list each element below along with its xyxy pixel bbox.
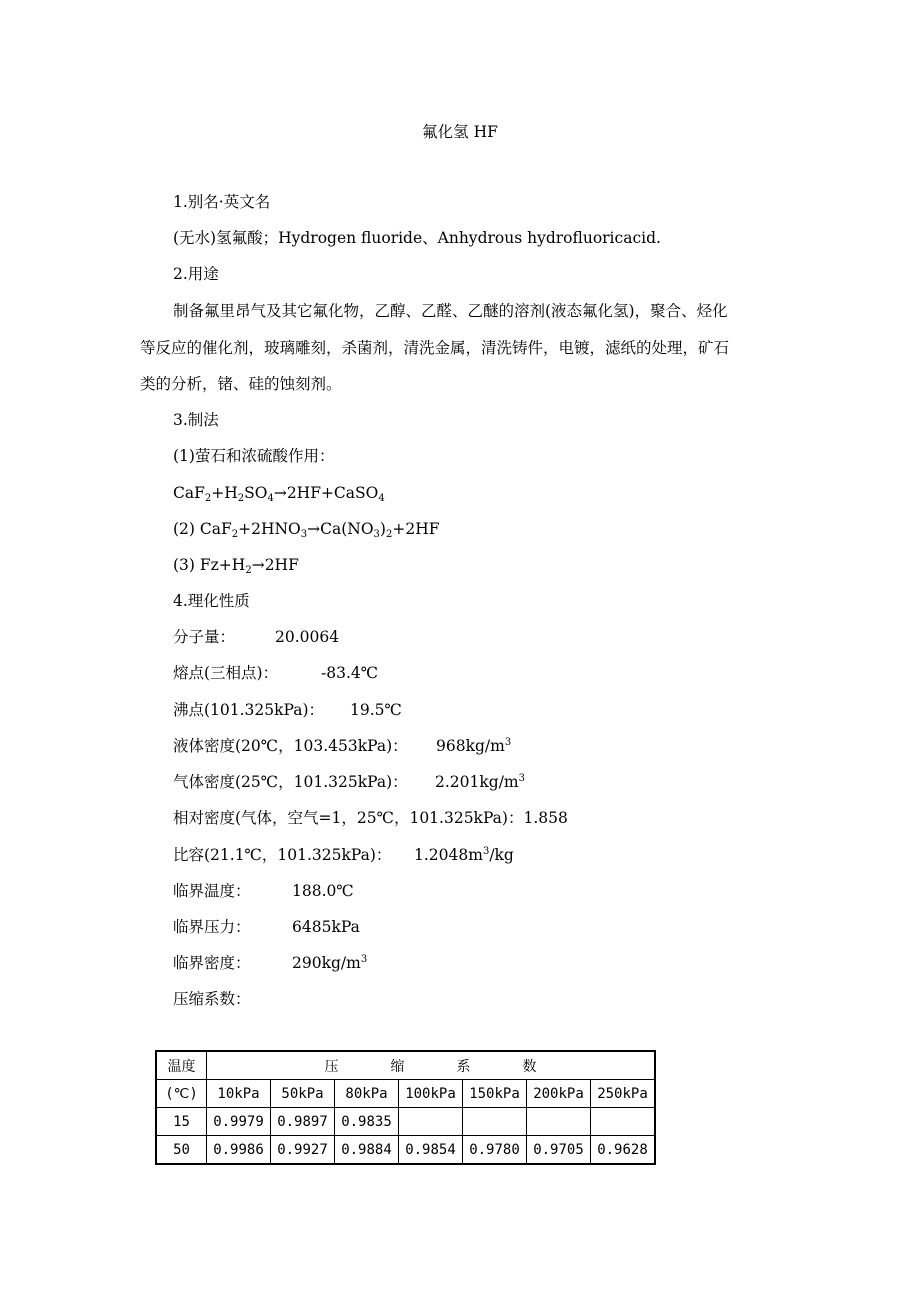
table-cell: 0.9927 bbox=[271, 1136, 335, 1165]
column-header: 80kPa bbox=[335, 1080, 399, 1108]
eq2-part: CaF bbox=[199, 520, 232, 538]
alias-text: (无水)氢氟酸；Hydrogen fluoride、Anhydrous hydrofluoricacid. bbox=[173, 229, 661, 247]
prop-label: 液体密度(20℃，103.453kPa)： bbox=[173, 737, 408, 755]
compressibility-table bbox=[155, 1050, 656, 1165]
table-row bbox=[156, 1108, 655, 1136]
table-cell: 0.9835 bbox=[335, 1108, 399, 1136]
table-cell bbox=[463, 1108, 527, 1136]
eq2-prefix: (2) bbox=[173, 520, 200, 538]
eq1-sub: 4 bbox=[267, 493, 274, 504]
table-header-row bbox=[156, 1051, 655, 1080]
eq3-prefix: (3) bbox=[173, 556, 200, 574]
column-header: 50kPa bbox=[271, 1080, 335, 1108]
prop-compressibility-label: 压缩系数： bbox=[173, 990, 251, 1008]
prop-value bbox=[414, 845, 514, 865]
eq1-sub: 4 bbox=[378, 493, 385, 504]
use-line-1: 制备氟里昂气及其它氟化物，乙醇、乙醛、乙醚的溶剂(液态氟化氢)，聚合、烃化 bbox=[173, 302, 728, 320]
temp-header-1: 温度 bbox=[156, 1051, 207, 1080]
prop-molecular-weight bbox=[173, 627, 235, 647]
eq2-part: +2HF bbox=[392, 520, 440, 538]
prop-value bbox=[292, 953, 367, 973]
prop-sup: 3 bbox=[360, 954, 368, 965]
eq2-part: ) bbox=[379, 520, 386, 538]
table-cell bbox=[591, 1108, 656, 1136]
prop-value bbox=[436, 736, 511, 756]
table-cell: 0.9979 bbox=[207, 1108, 271, 1136]
alias-heading: 1.别名·英文名 bbox=[173, 193, 271, 211]
prop-label: 熔点(三相点)： bbox=[173, 664, 279, 682]
table-cell: 0.9854 bbox=[399, 1136, 463, 1165]
prop-sup: 3 bbox=[518, 773, 525, 784]
prop-critical-temp bbox=[173, 881, 251, 901]
prop-unit: /kg bbox=[489, 846, 514, 864]
table-cell: 0.9884 bbox=[335, 1136, 399, 1165]
equation-1 bbox=[173, 483, 385, 503]
prop-critical-density bbox=[173, 953, 251, 973]
eq2-sub: 2 bbox=[231, 529, 239, 540]
table-cell: 0.9628 bbox=[591, 1136, 656, 1165]
eq3-part: Fz+H bbox=[199, 556, 246, 574]
column-header: 100kPa bbox=[399, 1080, 463, 1108]
table-row bbox=[156, 1136, 655, 1165]
eq1-sub: 2 bbox=[237, 493, 245, 504]
table-header-row bbox=[156, 1080, 655, 1108]
prop-label: 比容(21.1℃，101.325kPa)： bbox=[173, 846, 392, 864]
prop-value: 20.0064 bbox=[275, 628, 340, 646]
prop-value: 1.858 bbox=[523, 809, 568, 827]
prop-value-text: 968kg/m bbox=[436, 737, 505, 755]
eq1-part: →2HF+CaSO bbox=[273, 484, 379, 502]
page-title: 氟化氢 HF bbox=[422, 123, 498, 141]
prop-value-text: 2.201kg/m bbox=[435, 773, 519, 791]
column-header: 10kPa bbox=[207, 1080, 271, 1108]
column-header: 200kPa bbox=[527, 1080, 591, 1108]
column-header: 250kPa bbox=[591, 1080, 656, 1108]
prop-label: 沸点(101.325kPa)： bbox=[173, 701, 325, 719]
group-header bbox=[207, 1051, 656, 1080]
prop-label: 临界温度： bbox=[173, 882, 251, 900]
use-line-2: 等反应的催化剂，玻璃雕刻，杀菌剂，清洗金属，清洗铸件，电镀，滤纸的处理，矿石 bbox=[140, 339, 730, 357]
use-heading: 2.用途 bbox=[173, 265, 219, 283]
table-cell: 0.9986 bbox=[207, 1136, 271, 1165]
prop-label: 临界压力： bbox=[173, 918, 251, 936]
prop-sup: 3 bbox=[482, 846, 490, 857]
prop-specific-volume bbox=[173, 845, 391, 865]
group-header-char: 系 bbox=[456, 1058, 471, 1075]
prop-value bbox=[435, 772, 525, 792]
prop-value: -83.4℃ bbox=[321, 664, 379, 682]
temp-header-2: (℃) bbox=[156, 1080, 207, 1108]
prop-gas-density bbox=[173, 772, 408, 792]
group-header-char: 缩 bbox=[390, 1058, 405, 1075]
eq3-part: →2HF bbox=[251, 556, 299, 574]
eq2-sub: 2 bbox=[385, 529, 393, 540]
prop-relative-density bbox=[173, 808, 568, 828]
equation-3 bbox=[173, 555, 299, 575]
table-cell: 0.9780 bbox=[463, 1136, 527, 1165]
eq2-part: +2HNO bbox=[238, 520, 301, 538]
group-header-char: 压 bbox=[324, 1058, 339, 1075]
prop-sup: 3 bbox=[504, 737, 512, 748]
prop-label: 临界密度： bbox=[173, 954, 251, 972]
eq3-sub: 2 bbox=[245, 565, 252, 576]
eq1-part: +H bbox=[211, 484, 238, 502]
prop-value: 188.0℃ bbox=[292, 882, 354, 900]
prop-boiling-point bbox=[173, 700, 324, 720]
prop-value-text: 290kg/m bbox=[292, 954, 361, 972]
table-cell: 0.9897 bbox=[271, 1108, 335, 1136]
prop-value-text: 1.2048m bbox=[414, 846, 483, 864]
eq1-part: SO bbox=[244, 484, 268, 502]
equation-2 bbox=[173, 519, 439, 539]
prep-1-label: (1)萤石和浓硫酸作用： bbox=[173, 447, 335, 465]
column-header: 150kPa bbox=[463, 1080, 527, 1108]
prop-label: 气体密度(25℃，101.325kPa)： bbox=[173, 773, 408, 791]
table-cell-temp: 50 bbox=[156, 1136, 207, 1165]
eq1-part: CaF bbox=[173, 484, 205, 502]
group-header-char: 数 bbox=[522, 1058, 537, 1075]
prop-critical-pressure bbox=[173, 917, 251, 937]
prep-heading: 3.制法 bbox=[173, 411, 219, 429]
prop-value: 6485kPa bbox=[292, 918, 360, 936]
eq2-part: →Ca(NO bbox=[307, 520, 374, 538]
prop-label: 相对密度(气体，空气=1，25℃，101.325kPa)： bbox=[173, 809, 524, 827]
props-heading: 4.理化性质 bbox=[173, 592, 250, 610]
prop-label: 分子量： bbox=[173, 628, 236, 646]
prop-melting-point bbox=[173, 663, 278, 683]
use-line-3: 类的分析，锗、硅的蚀刻剂。 bbox=[140, 375, 342, 393]
prop-value: 19.5℃ bbox=[350, 701, 402, 719]
eq1-sub: 2 bbox=[204, 493, 212, 504]
table-cell bbox=[527, 1108, 591, 1136]
prop-liquid-density bbox=[173, 736, 408, 756]
table-cell: 0.9705 bbox=[527, 1136, 591, 1165]
eq2-sub: 3 bbox=[373, 529, 380, 540]
table-cell-temp: 15 bbox=[156, 1108, 207, 1136]
eq2-sub: 3 bbox=[300, 529, 308, 540]
table-cell bbox=[399, 1108, 463, 1136]
